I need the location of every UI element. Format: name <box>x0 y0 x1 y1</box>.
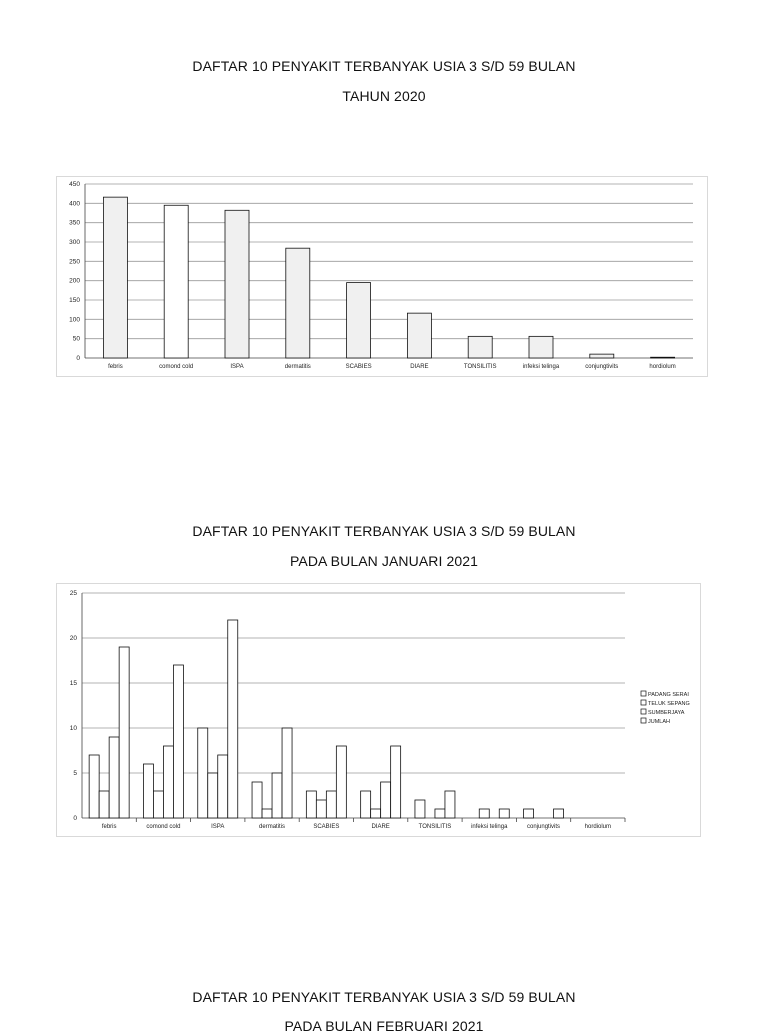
x-tick-label: infeksi telinga <box>471 824 508 830</box>
legend-label: PADANG SERAI <box>648 692 689 698</box>
bar <box>361 791 371 818</box>
y-tick-label: 250 <box>69 258 80 266</box>
y-tick-label: 15 <box>69 680 77 687</box>
legend-swatch <box>641 700 646 705</box>
bar <box>391 746 401 818</box>
bar <box>173 665 183 818</box>
bar <box>499 809 509 818</box>
bar <box>218 755 228 818</box>
y-tick-label: 5 <box>73 770 77 777</box>
legend-swatch <box>641 718 646 723</box>
x-tick-label: DIARE <box>371 824 390 830</box>
x-tick-label: dermatitis <box>259 824 286 830</box>
bar <box>198 728 208 818</box>
bar <box>252 782 262 818</box>
x-tick-label: ISPA <box>230 364 244 370</box>
chart1-svg <box>57 177 707 376</box>
chart2-svg <box>57 584 700 836</box>
bar <box>225 210 249 358</box>
bar <box>208 773 218 818</box>
y-tick-label: 0 <box>73 815 77 822</box>
legend-label: TELUK SEPANG <box>648 701 690 707</box>
x-tick-label: SCABIES <box>313 824 340 830</box>
chart1-container <box>56 176 708 377</box>
bar <box>119 647 129 818</box>
bar <box>282 728 292 818</box>
bar <box>153 791 163 818</box>
x-tick-label: TONSILITIS <box>418 824 452 830</box>
x-tick-label: TONSILITIS <box>463 364 497 370</box>
bar <box>228 620 238 818</box>
bar <box>316 800 326 818</box>
bar <box>143 764 153 818</box>
x-tick-label: conjungtivits <box>527 824 561 830</box>
bar <box>99 791 109 818</box>
y-tick-label: 350 <box>69 219 80 227</box>
y-tick-label: 450 <box>69 181 80 188</box>
legend-swatch <box>641 709 646 714</box>
bar <box>415 800 425 818</box>
bar <box>326 791 336 818</box>
legend-swatch <box>641 691 646 696</box>
chart1-title-line2: TAHUN 2020 <box>342 88 426 104</box>
bar <box>479 809 489 818</box>
bar <box>103 197 127 358</box>
x-tick-label: ISPA <box>211 824 225 830</box>
chart2-title-line1: DAFTAR 10 PENYAKIT TERBANYAK USIA 3 S/D 59 BULAN <box>192 523 576 539</box>
chart2-container <box>56 583 701 837</box>
y-tick-label: 20 <box>69 635 77 642</box>
bar <box>272 773 282 818</box>
bar <box>554 809 564 818</box>
bar <box>164 205 188 358</box>
y-tick-label: 300 <box>69 239 80 246</box>
bar <box>286 248 310 358</box>
chart3-title-line2: PADA BULAN FEBRUARI 2021 <box>284 1018 484 1034</box>
x-tick-label: infeksi telinga <box>522 364 560 370</box>
chart1-title-line1: DAFTAR 10 PENYAKIT TERBANYAK USIA 3 S/D 59 BULAN <box>192 58 576 74</box>
y-tick-label: 100 <box>69 316 80 324</box>
bar <box>435 809 445 818</box>
bar <box>371 809 381 818</box>
bar <box>336 746 346 818</box>
bar <box>407 313 431 358</box>
y-tick-label: 10 <box>69 725 77 732</box>
x-tick-label: SCABIES <box>345 364 372 370</box>
x-tick-label: dermatitis <box>284 364 311 370</box>
bar <box>163 746 173 818</box>
bar <box>89 755 99 818</box>
y-tick-label: 25 <box>69 590 77 597</box>
x-tick-label: comond cold <box>146 824 181 830</box>
x-tick-label: febris <box>108 364 123 370</box>
x-tick-label: comond cold <box>159 364 194 370</box>
bar <box>524 809 534 818</box>
x-tick-label: DIARE <box>410 364 429 370</box>
bar <box>468 336 492 358</box>
bar <box>445 791 455 818</box>
y-tick-label: 200 <box>69 277 80 285</box>
bar <box>306 791 316 818</box>
chart2-title-line2: PADA BULAN JANUARI 2021 <box>289 553 478 569</box>
x-tick-label: febris <box>101 824 117 830</box>
x-tick-label: hordiolum <box>649 364 676 370</box>
bar <box>262 809 272 818</box>
x-tick-label: conjungtivits <box>585 364 619 370</box>
bar <box>529 336 553 358</box>
bar <box>651 357 675 358</box>
y-tick-label: 0 <box>76 355 80 362</box>
legend-label: JUMLAH <box>648 719 671 725</box>
bar <box>381 782 391 818</box>
bar <box>590 354 614 358</box>
y-tick-label: 400 <box>69 200 80 208</box>
x-tick-label: hordiolum <box>584 824 612 830</box>
y-tick-label: 150 <box>69 297 80 304</box>
bar <box>347 283 371 358</box>
legend-label: SUMBERJAYA <box>648 710 685 716</box>
chart3-title-line1: DAFTAR 10 PENYAKIT TERBANYAK USIA 3 S/D 59 BULAN <box>192 989 576 1005</box>
bar <box>109 737 119 818</box>
y-tick-label: 50 <box>72 335 80 343</box>
